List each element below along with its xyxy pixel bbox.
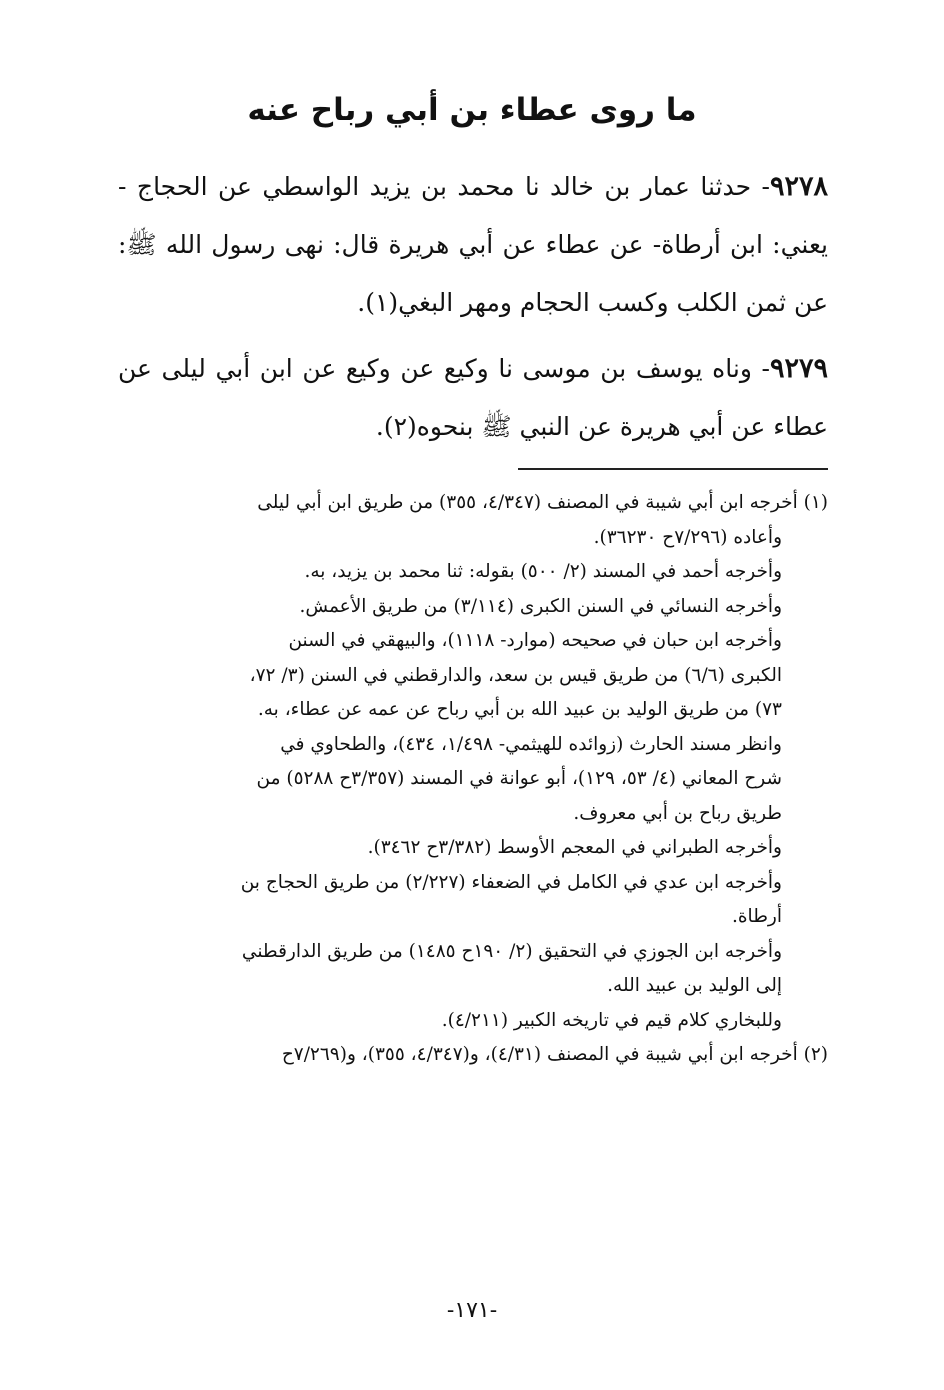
footnote-line: شرح المعاني (٤/ ٥٣، ١٢٩)، أبو عوانة في المسند (٣/٣٥٧ح ٥٢٨٨) من	[256, 768, 782, 789]
hadith-9279	[118, 340, 828, 456]
footnote-line: وأخرجه ابن حبان في صحيحه (موارد- ١١١٨)، والبيهقي في السنن	[288, 630, 782, 651]
footnote-line: وللبخاري كلام قيم في تاريخه الكبير (٤/٢١١).	[441, 1009, 782, 1031]
hadith-number: ٩٢٧٩	[769, 353, 828, 384]
footnotes	[118, 486, 828, 1073]
footnote-line: إلى الوليد بن عبيد الله.	[607, 975, 782, 996]
footnote-divider	[518, 468, 828, 470]
footnote-line: وأخرجه ابن الجوزي في التحقيق (٢/ ١٩٠ح ١٤٨٥) من طريق الدارقطني	[241, 940, 782, 962]
hadith-9278	[118, 158, 828, 332]
footnote-line: وانظر مسند الحارث (زوائده للهيثمي- ١/٤٩٨، ٤٣٤)، والطحاوي في	[280, 733, 782, 755]
footnote-line: وأعاده (٧/٢٩٦ح ٣٦٢٣٠).	[593, 526, 782, 548]
hadith-text: - حدثنا عمار بن خالد نا محمد بن يزيد الواسطي عن الحجاج - يعني: ابن أرطاة- عن عطاء عن أبي هريرة قال: نهى رسول الله ﷺ: عن ثمن الكلب وكسب الحجام ومهر البغي(١).	[118, 172, 828, 317]
footnote-line: وأخرجه أحمد في المسند (٢/ ٥٠٠) بقوله: ثنا محمد بن يزيد، به.	[304, 561, 782, 582]
footnote-line: وأخرجه الطبراني في المعجم الأوسط (٣/٣٨٢ح ٣٤٦٢).	[367, 837, 782, 858]
footnote-line: طريق رباح بن أبي معروف.	[573, 802, 782, 824]
footnote-line: ٧٣) من طريق الوليد بن عبيد الله بن أبي رباح عن عمه عن عطاء، به.	[257, 699, 782, 720]
footnote-line: (٢) أخرجه ابن أبي شيبة في المصنف (٤/٣١)، و(٤/٣٤٧، ٣٥٥)، و(٧/٢٦٩ح	[281, 1044, 828, 1065]
footnote-line: (١) أخرجه ابن أبي شيبة في المصنف (٤/٣٤٧، ٣٥٥) من طريق ابن أبي ليلى	[257, 492, 828, 513]
hadith-text: - وناه يوسف بن موسى نا وكيع عن وكيع عن ابن أبي ليلى عن عطاء عن أبي هريرة عن النبي ﷺ بنحوه(٢).	[118, 354, 828, 441]
chapter-title: ما روى عطاء بن أبي رباح عنه	[247, 92, 697, 128]
footnote-line: وأخرجه النسائي في السنن الكبرى (٣/١١٤) من طريق الأعمش.	[299, 595, 782, 617]
footnote-line: أرطاة.	[731, 906, 782, 927]
footnote-line: الكبرى (٦/٦) من طريق قيس بن سعد، والدارقطني في السنن (٣/ ٧٢،	[249, 664, 782, 686]
page-number: -١٧١-	[446, 1298, 498, 1323]
footnote-line: وأخرجه ابن عدي في الكامل في الضعفاء (٢/٢٢٧) من طريق الحجاج بن	[240, 871, 782, 893]
hadith-number: ٩٢٧٨	[769, 171, 828, 202]
